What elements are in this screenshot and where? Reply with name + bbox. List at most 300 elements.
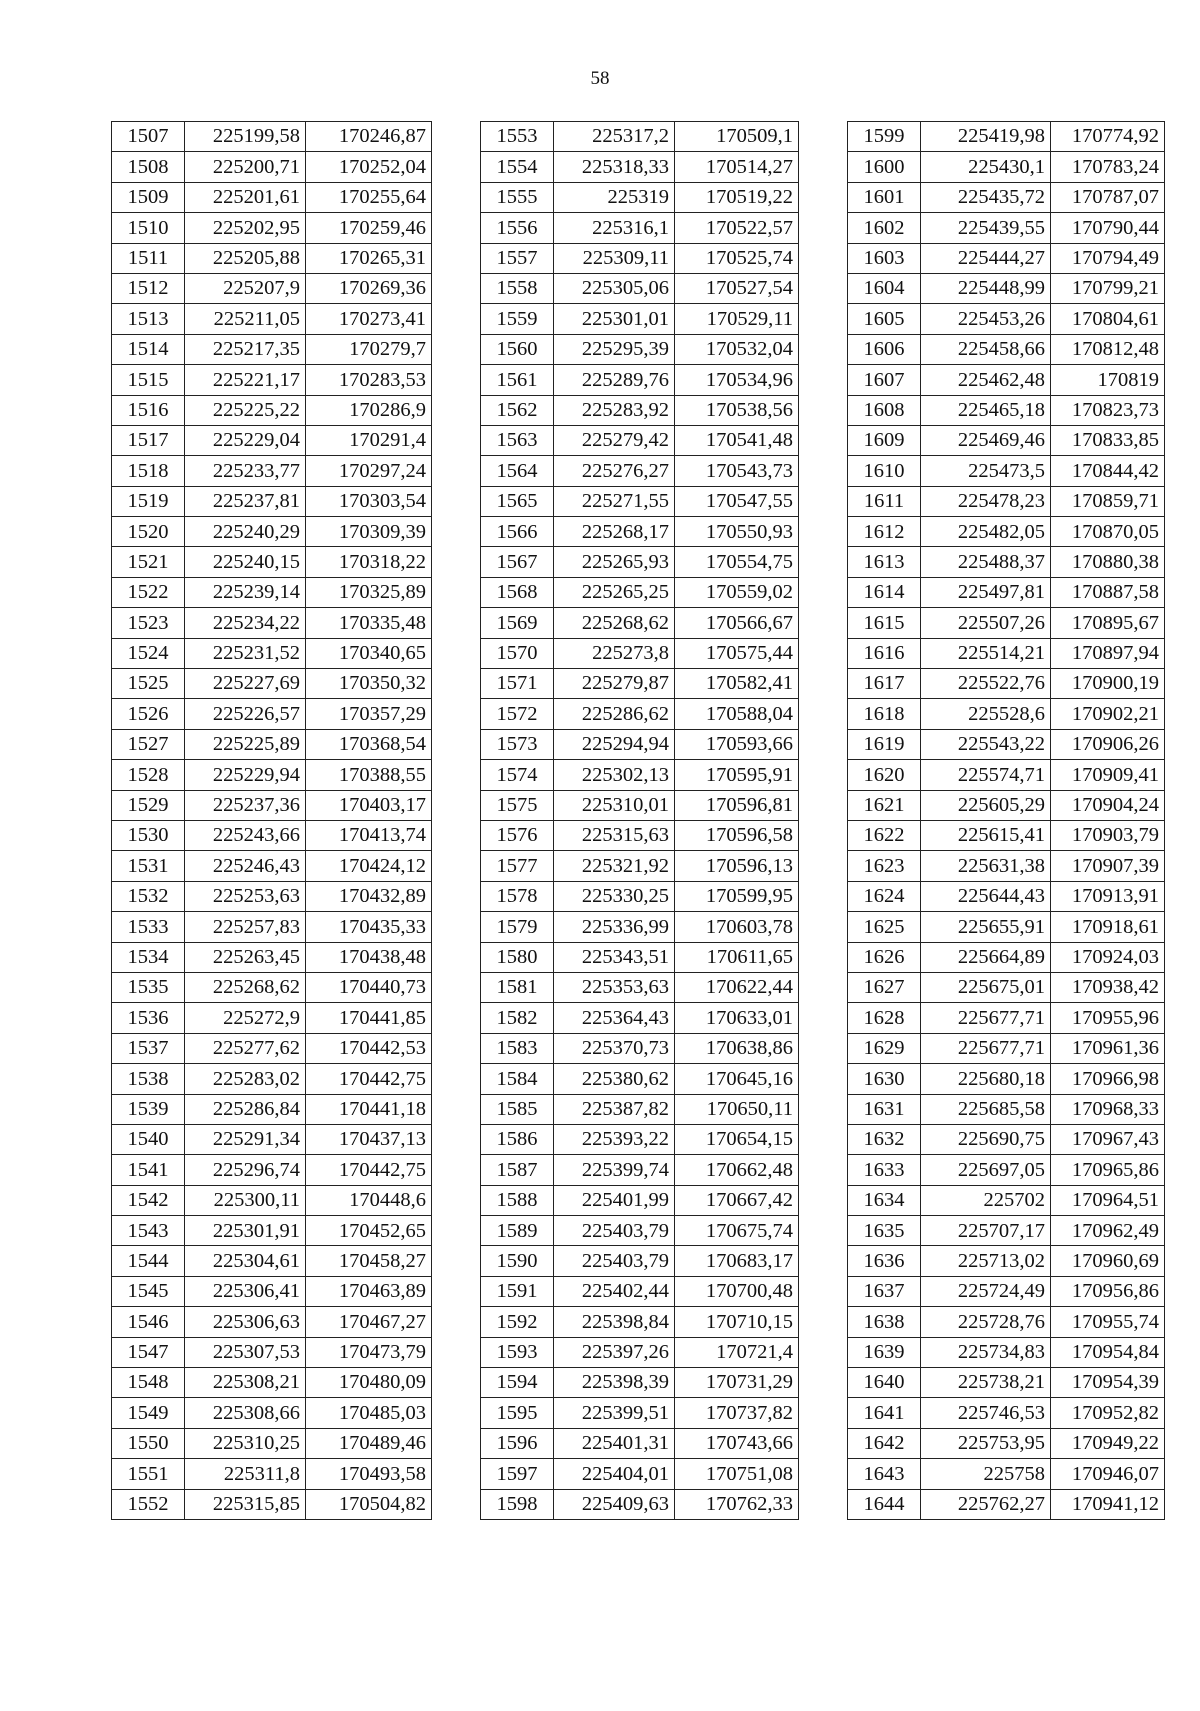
x-coordinate-cell: 225234,22: [185, 608, 306, 638]
x-coordinate-cell: 225283,92: [554, 395, 675, 425]
y-coordinate-cell: 170599,95: [675, 881, 799, 911]
table-row: [481, 1124, 799, 1154]
x-coordinate-cell: 225265,25: [554, 577, 675, 607]
point-number-cell: 1579: [481, 912, 554, 942]
x-coordinate-cell: 225240,15: [185, 547, 306, 577]
table-row: [112, 395, 432, 425]
table-row: [481, 273, 799, 303]
table-row: [848, 425, 1165, 455]
x-coordinate-cell: 225398,39: [554, 1368, 675, 1398]
table-row: [848, 1033, 1165, 1063]
x-coordinate-cell: 225263,45: [185, 942, 306, 972]
table-row: [848, 851, 1165, 881]
y-coordinate-cell: 170743,66: [675, 1428, 799, 1458]
y-coordinate-cell: 170956,86: [1051, 1276, 1165, 1306]
x-coordinate-cell: 225664,89: [921, 942, 1051, 972]
point-number-cell: 1516: [112, 395, 185, 425]
table-row: [848, 182, 1165, 212]
point-number-cell: 1641: [848, 1398, 921, 1428]
y-coordinate-cell: 170966,98: [1051, 1064, 1165, 1094]
table-row: [848, 1459, 1165, 1489]
x-coordinate-cell: 225307,53: [185, 1337, 306, 1367]
y-coordinate-cell: 170946,07: [1051, 1459, 1165, 1489]
x-coordinate-cell: 225605,29: [921, 790, 1051, 820]
x-coordinate-cell: 225478,23: [921, 486, 1051, 516]
point-number-cell: 1589: [481, 1216, 554, 1246]
table-row: [481, 1307, 799, 1337]
table-row: [112, 881, 432, 911]
y-coordinate-cell: 170525,74: [675, 243, 799, 273]
point-number-cell: 1582: [481, 1003, 554, 1033]
point-number-cell: 1569: [481, 608, 554, 638]
x-coordinate-cell: 225315,85: [185, 1489, 306, 1519]
y-coordinate-cell: 170774,92: [1051, 122, 1165, 152]
point-number-cell: 1512: [112, 273, 185, 303]
table-row: [848, 972, 1165, 1002]
x-coordinate-cell: 225707,17: [921, 1216, 1051, 1246]
x-coordinate-cell: 225401,31: [554, 1428, 675, 1458]
x-coordinate-cell: 225330,25: [554, 881, 675, 911]
table-row: [112, 1185, 432, 1215]
y-coordinate-cell: 170952,82: [1051, 1398, 1165, 1428]
point-number-cell: 1598: [481, 1489, 554, 1519]
x-coordinate-cell: 225439,55: [921, 213, 1051, 243]
point-number-cell: 1602: [848, 213, 921, 243]
x-coordinate-cell: 225268,62: [185, 972, 306, 1002]
table-row: [848, 122, 1165, 152]
x-coordinate-cell: 225271,55: [554, 486, 675, 516]
x-coordinate-cell: 225453,26: [921, 304, 1051, 334]
y-coordinate-cell: 170543,73: [675, 456, 799, 486]
y-coordinate-cell: 170787,07: [1051, 182, 1165, 212]
y-coordinate-cell: 170902,21: [1051, 699, 1165, 729]
x-coordinate-cell: 225279,42: [554, 425, 675, 455]
point-number-cell: 1524: [112, 638, 185, 668]
y-coordinate-cell: 170438,48: [306, 942, 432, 972]
table-row: [481, 243, 799, 273]
table-row: [112, 1033, 432, 1063]
point-number-cell: 1587: [481, 1155, 554, 1185]
point-number-cell: 1638: [848, 1307, 921, 1337]
table-row: [112, 1003, 432, 1033]
point-number-cell: 1615: [848, 608, 921, 638]
y-coordinate-cell: 170413,74: [306, 820, 432, 850]
table-row: [848, 1185, 1165, 1215]
x-coordinate-cell: 225631,38: [921, 851, 1051, 881]
point-number-cell: 1530: [112, 820, 185, 850]
table-row: [848, 790, 1165, 820]
table-row: [481, 1094, 799, 1124]
x-coordinate-cell: 225200,71: [185, 152, 306, 182]
coordinates-table-1: [111, 121, 432, 1520]
table-row: [112, 638, 432, 668]
table-row: [481, 213, 799, 243]
x-coordinate-cell: 225713,02: [921, 1246, 1051, 1276]
y-coordinate-cell: 170596,58: [675, 820, 799, 850]
point-number-cell: 1542: [112, 1185, 185, 1215]
table-row: [112, 1064, 432, 1094]
point-number-cell: 1581: [481, 972, 554, 1002]
x-coordinate-cell: 225728,76: [921, 1307, 1051, 1337]
point-number-cell: 1571: [481, 669, 554, 699]
point-number-cell: 1550: [112, 1428, 185, 1458]
table-row: [481, 456, 799, 486]
y-coordinate-cell: 170844,42: [1051, 456, 1165, 486]
y-coordinate-cell: 170622,44: [675, 972, 799, 1002]
point-number-cell: 1525: [112, 669, 185, 699]
point-number-cell: 1544: [112, 1246, 185, 1276]
x-coordinate-cell: 225528,6: [921, 699, 1051, 729]
y-coordinate-cell: 170962,49: [1051, 1216, 1165, 1246]
table-row: [481, 1185, 799, 1215]
table-row: [112, 365, 432, 395]
table-row: [481, 425, 799, 455]
x-coordinate-cell: 225286,84: [185, 1094, 306, 1124]
point-number-cell: 1588: [481, 1185, 554, 1215]
point-number-cell: 1572: [481, 699, 554, 729]
y-coordinate-cell: 170318,22: [306, 547, 432, 577]
x-coordinate-cell: 225458,66: [921, 334, 1051, 364]
table-row: [112, 820, 432, 850]
y-coordinate-cell: 170675,74: [675, 1216, 799, 1246]
point-number-cell: 1630: [848, 1064, 921, 1094]
x-coordinate-cell: 225387,82: [554, 1094, 675, 1124]
x-coordinate-cell: 225295,39: [554, 334, 675, 364]
y-coordinate-cell: 170721,4: [675, 1337, 799, 1367]
y-coordinate-cell: 170790,44: [1051, 213, 1165, 243]
x-coordinate-cell: 225403,79: [554, 1246, 675, 1276]
point-number-cell: 1636: [848, 1246, 921, 1276]
y-coordinate-cell: 170955,74: [1051, 1307, 1165, 1337]
table-row: [112, 1124, 432, 1154]
table-row: [112, 1246, 432, 1276]
x-coordinate-cell: 225473,5: [921, 456, 1051, 486]
table-row: [481, 304, 799, 334]
y-coordinate-cell: 170794,49: [1051, 243, 1165, 273]
y-coordinate-cell: 170603,78: [675, 912, 799, 942]
x-coordinate-cell: 225319: [554, 182, 675, 212]
point-number-cell: 1563: [481, 425, 554, 455]
x-coordinate-cell: 225225,22: [185, 395, 306, 425]
x-coordinate-cell: 225315,63: [554, 820, 675, 850]
y-coordinate-cell: 170252,04: [306, 152, 432, 182]
y-coordinate-cell: 170566,67: [675, 608, 799, 638]
x-coordinate-cell: 225305,06: [554, 273, 675, 303]
point-number-cell: 1554: [481, 152, 554, 182]
y-coordinate-cell: 170907,39: [1051, 851, 1165, 881]
table-row: [481, 486, 799, 516]
x-coordinate-cell: 225308,21: [185, 1368, 306, 1398]
x-coordinate-cell: 225294,94: [554, 729, 675, 759]
x-coordinate-cell: 225543,22: [921, 729, 1051, 759]
table-row: [481, 334, 799, 364]
coordinates-table-3: [847, 121, 1165, 1520]
y-coordinate-cell: 170737,82: [675, 1398, 799, 1428]
x-coordinate-cell: 225675,01: [921, 972, 1051, 1002]
table-row: [848, 820, 1165, 850]
point-number-cell: 1510: [112, 213, 185, 243]
x-coordinate-cell: 225746,53: [921, 1398, 1051, 1428]
point-number-cell: 1644: [848, 1489, 921, 1519]
point-number-cell: 1527: [112, 729, 185, 759]
x-coordinate-cell: 225399,74: [554, 1155, 675, 1185]
x-coordinate-cell: 225402,44: [554, 1276, 675, 1306]
x-coordinate-cell: 225302,13: [554, 760, 675, 790]
table-row: [848, 1368, 1165, 1398]
y-coordinate-cell: 170731,29: [675, 1368, 799, 1398]
y-coordinate-cell: 170906,26: [1051, 729, 1165, 759]
x-coordinate-cell: 225507,26: [921, 608, 1051, 638]
y-coordinate-cell: 170633,01: [675, 1003, 799, 1033]
y-coordinate-cell: 170259,46: [306, 213, 432, 243]
y-coordinate-cell: 170286,9: [306, 395, 432, 425]
table-row: [848, 213, 1165, 243]
x-coordinate-cell: 225265,93: [554, 547, 675, 577]
table-row: [112, 1216, 432, 1246]
table-row: [112, 942, 432, 972]
x-coordinate-cell: 225229,94: [185, 760, 306, 790]
y-coordinate-cell: 170532,04: [675, 334, 799, 364]
point-number-cell: 1552: [112, 1489, 185, 1519]
point-number-cell: 1568: [481, 577, 554, 607]
y-coordinate-cell: 170522,57: [675, 213, 799, 243]
point-number-cell: 1576: [481, 820, 554, 850]
table-row: [112, 729, 432, 759]
point-number-cell: 1597: [481, 1459, 554, 1489]
y-coordinate-cell: 170480,09: [306, 1368, 432, 1398]
y-coordinate-cell: 170804,61: [1051, 304, 1165, 334]
table-row: [112, 1307, 432, 1337]
y-coordinate-cell: 170350,32: [306, 669, 432, 699]
table-row: [848, 729, 1165, 759]
x-coordinate-cell: 225401,99: [554, 1185, 675, 1215]
y-coordinate-cell: 170595,91: [675, 760, 799, 790]
point-number-cell: 1637: [848, 1276, 921, 1306]
x-coordinate-cell: 225225,89: [185, 729, 306, 759]
table-row: [112, 304, 432, 334]
table-row: [112, 1428, 432, 1458]
x-coordinate-cell: 225304,61: [185, 1246, 306, 1276]
x-coordinate-cell: 225403,79: [554, 1216, 675, 1246]
y-coordinate-cell: 170529,11: [675, 304, 799, 334]
x-coordinate-cell: 225753,95: [921, 1428, 1051, 1458]
table-row: [848, 243, 1165, 273]
table-row: [848, 1489, 1165, 1519]
table-row: [112, 972, 432, 1002]
y-coordinate-cell: 170960,69: [1051, 1246, 1165, 1276]
table-row: [848, 699, 1165, 729]
point-number-cell: 1624: [848, 881, 921, 911]
point-number-cell: 1643: [848, 1459, 921, 1489]
y-coordinate-cell: 170968,33: [1051, 1094, 1165, 1124]
point-number-cell: 1515: [112, 365, 185, 395]
point-number-cell: 1580: [481, 942, 554, 972]
y-coordinate-cell: 170880,38: [1051, 547, 1165, 577]
y-coordinate-cell: 170596,13: [675, 851, 799, 881]
table-row: [848, 273, 1165, 303]
y-coordinate-cell: 170909,41: [1051, 760, 1165, 790]
y-coordinate-cell: 170904,24: [1051, 790, 1165, 820]
table-row: [112, 1398, 432, 1428]
x-coordinate-cell: 225514,21: [921, 638, 1051, 668]
point-number-cell: 1523: [112, 608, 185, 638]
point-number-cell: 1533: [112, 912, 185, 942]
y-coordinate-cell: 170424,12: [306, 851, 432, 881]
table-row: [112, 273, 432, 303]
table-row: [481, 1368, 799, 1398]
y-coordinate-cell: 170534,96: [675, 365, 799, 395]
point-number-cell: 1508: [112, 152, 185, 182]
table-row: [481, 577, 799, 607]
y-coordinate-cell: 170368,54: [306, 729, 432, 759]
table-row: [481, 517, 799, 547]
x-coordinate-cell: 225279,87: [554, 669, 675, 699]
point-number-cell: 1551: [112, 1459, 185, 1489]
table-row: [112, 1155, 432, 1185]
point-number-cell: 1570: [481, 638, 554, 668]
table-row: [481, 152, 799, 182]
table-row: [112, 456, 432, 486]
table-row: [112, 425, 432, 455]
table-row: [848, 1216, 1165, 1246]
table-row: [481, 790, 799, 820]
point-number-cell: 1635: [848, 1216, 921, 1246]
table-row: [481, 1398, 799, 1428]
point-number-cell: 1575: [481, 790, 554, 820]
x-coordinate-cell: 225353,63: [554, 972, 675, 1002]
table-row: [112, 334, 432, 364]
point-number-cell: 1591: [481, 1276, 554, 1306]
y-coordinate-cell: 170309,39: [306, 517, 432, 547]
point-number-cell: 1555: [481, 182, 554, 212]
y-coordinate-cell: 170751,08: [675, 1459, 799, 1489]
y-coordinate-cell: 170700,48: [675, 1276, 799, 1306]
point-number-cell: 1607: [848, 365, 921, 395]
y-coordinate-cell: 170967,43: [1051, 1124, 1165, 1154]
y-coordinate-cell: 170458,27: [306, 1246, 432, 1276]
point-number-cell: 1631: [848, 1094, 921, 1124]
table-row: [112, 213, 432, 243]
y-coordinate-cell: 170823,73: [1051, 395, 1165, 425]
x-coordinate-cell: 225217,35: [185, 334, 306, 364]
table-row: [848, 638, 1165, 668]
point-number-cell: 1640: [848, 1368, 921, 1398]
point-number-cell: 1608: [848, 395, 921, 425]
x-coordinate-cell: 225697,05: [921, 1155, 1051, 1185]
x-coordinate-cell: 225404,01: [554, 1459, 675, 1489]
y-coordinate-cell: 170859,71: [1051, 486, 1165, 516]
point-number-cell: 1531: [112, 851, 185, 881]
y-coordinate-cell: 170493,58: [306, 1459, 432, 1489]
point-number-cell: 1540: [112, 1124, 185, 1154]
point-number-cell: 1628: [848, 1003, 921, 1033]
point-number-cell: 1513: [112, 304, 185, 334]
table-row: [848, 334, 1165, 364]
y-coordinate-cell: 170833,85: [1051, 425, 1165, 455]
point-number-cell: 1586: [481, 1124, 554, 1154]
y-coordinate-cell: 170388,55: [306, 760, 432, 790]
y-coordinate-cell: 170895,67: [1051, 608, 1165, 638]
point-number-cell: 1519: [112, 486, 185, 516]
y-coordinate-cell: 170485,03: [306, 1398, 432, 1428]
point-number-cell: 1594: [481, 1368, 554, 1398]
x-coordinate-cell: 225318,33: [554, 152, 675, 182]
x-coordinate-cell: 225644,43: [921, 881, 1051, 911]
table-row: [848, 912, 1165, 942]
table-row: [848, 1094, 1165, 1124]
table-row: [848, 1124, 1165, 1154]
y-coordinate-cell: 170442,53: [306, 1033, 432, 1063]
table-row: [112, 1094, 432, 1124]
x-coordinate-cell: 225246,43: [185, 851, 306, 881]
point-number-cell: 1514: [112, 334, 185, 364]
x-coordinate-cell: 225316,1: [554, 213, 675, 243]
point-number-cell: 1629: [848, 1033, 921, 1063]
point-number-cell: 1604: [848, 273, 921, 303]
y-coordinate-cell: 170650,11: [675, 1094, 799, 1124]
point-number-cell: 1565: [481, 486, 554, 516]
y-coordinate-cell: 170538,56: [675, 395, 799, 425]
point-number-cell: 1593: [481, 1337, 554, 1367]
point-number-cell: 1560: [481, 334, 554, 364]
table-row: [112, 1337, 432, 1367]
table-row: [848, 304, 1165, 334]
table-row: [848, 1398, 1165, 1428]
y-coordinate-cell: 170473,79: [306, 1337, 432, 1367]
y-coordinate-cell: 170527,54: [675, 273, 799, 303]
y-coordinate-cell: 170812,48: [1051, 334, 1165, 364]
x-coordinate-cell: 225283,02: [185, 1064, 306, 1094]
point-number-cell: 1529: [112, 790, 185, 820]
point-number-cell: 1541: [112, 1155, 185, 1185]
y-coordinate-cell: 170340,65: [306, 638, 432, 668]
x-coordinate-cell: 225497,81: [921, 577, 1051, 607]
y-coordinate-cell: 170964,51: [1051, 1185, 1165, 1215]
y-coordinate-cell: 170870,05: [1051, 517, 1165, 547]
table-row: [481, 395, 799, 425]
table-row: [112, 517, 432, 547]
y-coordinate-cell: 170554,75: [675, 547, 799, 577]
x-coordinate-cell: 225465,18: [921, 395, 1051, 425]
x-coordinate-cell: 225758: [921, 1459, 1051, 1489]
y-coordinate-cell: 170611,65: [675, 942, 799, 972]
x-coordinate-cell: 225205,88: [185, 243, 306, 273]
point-number-cell: 1612: [848, 517, 921, 547]
point-number-cell: 1535: [112, 972, 185, 1002]
point-number-cell: 1622: [848, 820, 921, 850]
table-row: [112, 182, 432, 212]
y-coordinate-cell: 170900,19: [1051, 669, 1165, 699]
table-row: [481, 1064, 799, 1094]
point-number-cell: 1539: [112, 1094, 185, 1124]
point-number-cell: 1553: [481, 122, 554, 152]
table-row: [481, 182, 799, 212]
x-coordinate-cell: 225301,01: [554, 304, 675, 334]
y-coordinate-cell: 170514,27: [675, 152, 799, 182]
point-number-cell: 1521: [112, 547, 185, 577]
point-number-cell: 1556: [481, 213, 554, 243]
x-coordinate-cell: 225364,43: [554, 1003, 675, 1033]
x-coordinate-cell: 225317,2: [554, 122, 675, 152]
point-number-cell: 1522: [112, 577, 185, 607]
x-coordinate-cell: 225615,41: [921, 820, 1051, 850]
point-number-cell: 1590: [481, 1246, 554, 1276]
table-row: [112, 1489, 432, 1519]
point-number-cell: 1567: [481, 547, 554, 577]
table-row: [112, 152, 432, 182]
table-row: [112, 699, 432, 729]
y-coordinate-cell: 170762,33: [675, 1489, 799, 1519]
